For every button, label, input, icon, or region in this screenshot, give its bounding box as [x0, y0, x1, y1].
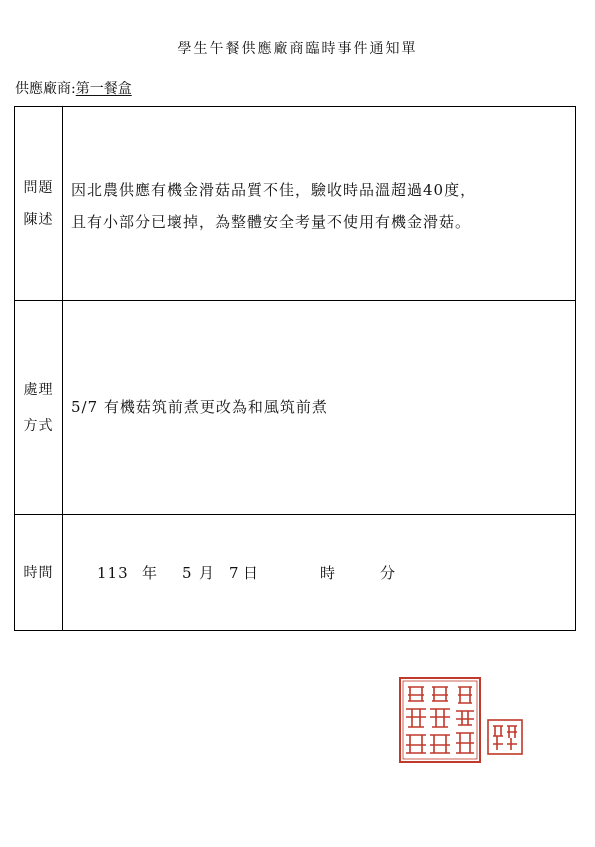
time-label-cell: [15, 515, 63, 631]
time-year-unit: 年: [142, 563, 159, 582]
time-day: 7: [229, 563, 240, 582]
time-minute-unit: 分: [380, 563, 397, 582]
problem-text-line1: 因北農供應有機金滑菇品質不佳，驗收時品溫超過40度，: [71, 181, 477, 199]
company-seal: [396, 675, 530, 765]
problem-row: [15, 107, 576, 301]
handling-content-cell: [63, 301, 576, 515]
handling-text: 5/7 有機菇筑前煮更改為和風筑前煮: [71, 397, 328, 416]
handling-label-cell: [15, 301, 63, 515]
handling-label-line2: 方式: [23, 417, 54, 434]
problem-content-cell: [63, 107, 576, 301]
time-content-cell: [63, 515, 576, 631]
time-day-unit: 日: [243, 563, 260, 582]
vendor-label: 供應廠商:: [15, 81, 76, 97]
document-title: 學生午餐供應廠商臨時事件通知單: [177, 41, 418, 57]
problem-label-line1: 問題: [23, 179, 54, 196]
time-row: [15, 515, 576, 631]
time-year: 113: [97, 563, 129, 582]
problem-text-line2: 且有小部分已壞掉，為整體安全考量不使用有機金滑菇。: [71, 213, 472, 231]
handling-row: [15, 301, 576, 515]
large-seal-stamp: [400, 678, 480, 762]
vendor-line: [15, 78, 132, 98]
time-label: 時間: [23, 564, 54, 581]
time-hour-unit: 時: [320, 563, 337, 582]
problem-label-line2: 陳述: [23, 211, 54, 228]
vendor-value: 第一餐盒: [75, 81, 132, 97]
handling-label-line1: 處理: [23, 381, 54, 398]
time-month: 5: [182, 563, 193, 582]
notice-table: [14, 106, 576, 631]
problem-label-cell: [15, 107, 63, 301]
small-seal-stamp: [488, 720, 522, 754]
time-month-unit: 月: [199, 563, 216, 582]
